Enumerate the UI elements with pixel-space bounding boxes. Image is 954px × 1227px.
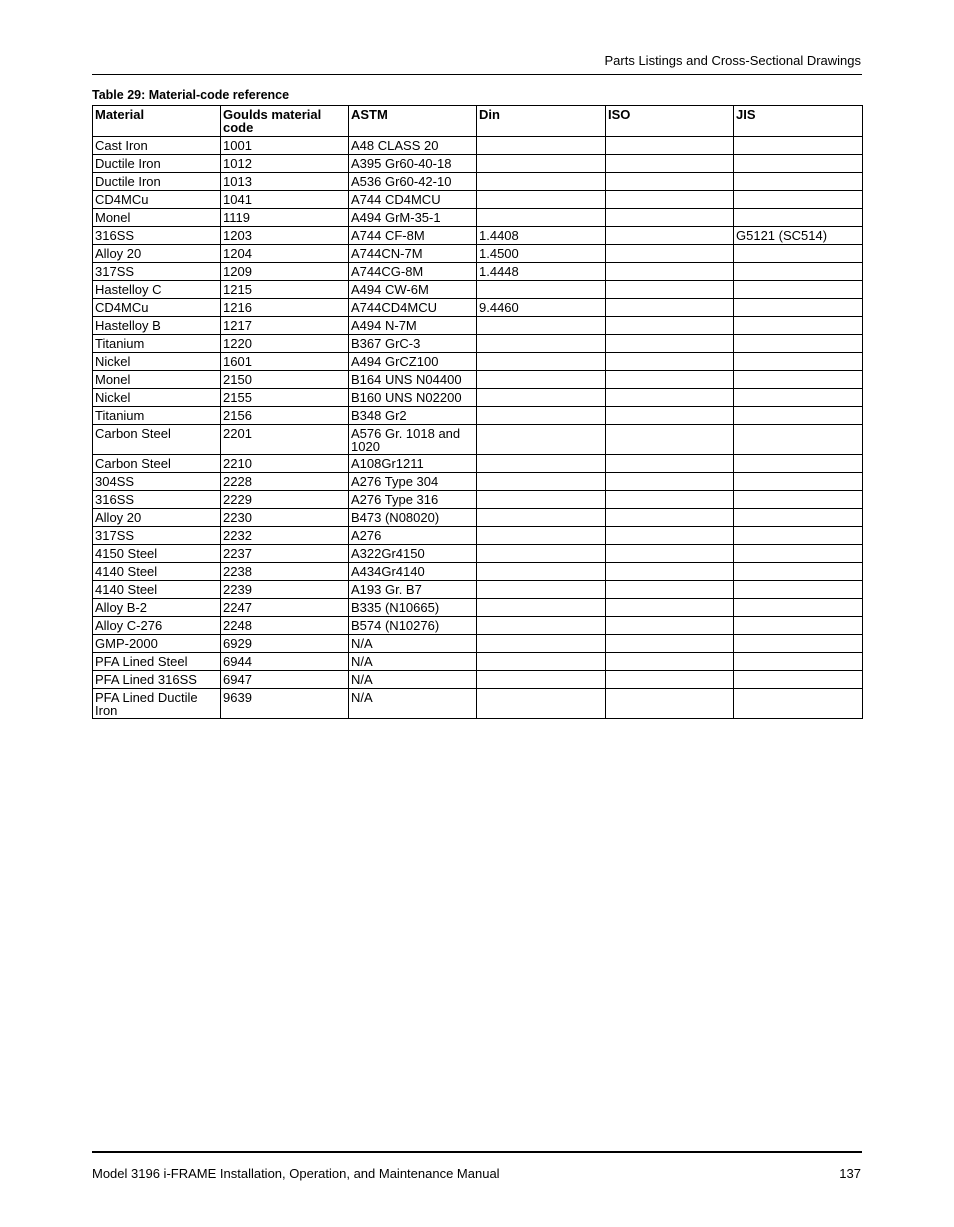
table-row [93, 425, 863, 455]
cell-goulds-code: 1601 [221, 353, 349, 371]
cell-material: Cast Iron [93, 137, 221, 155]
table-row [93, 689, 863, 719]
cell-material: 304SS [93, 473, 221, 491]
cell-astm: B348 Gr2 [349, 407, 477, 425]
table-row [93, 389, 863, 407]
cell-jis [734, 671, 863, 689]
cell-astm: B164 UNS N04400 [349, 371, 477, 389]
cell-din [477, 509, 606, 527]
cell-jis [734, 353, 863, 371]
cell-jis [734, 263, 863, 281]
cell-iso [606, 335, 734, 353]
cell-iso [606, 191, 734, 209]
cell-iso [606, 155, 734, 173]
cell-iso [606, 617, 734, 635]
table-row [93, 173, 863, 191]
cell-jis: G5121 (SC514) [734, 227, 863, 245]
cell-goulds-code: 2248 [221, 617, 349, 635]
table-body [93, 137, 863, 719]
cell-astm: A108Gr1211 [349, 455, 477, 473]
cell-goulds-code: 1215 [221, 281, 349, 299]
cell-jis [734, 425, 863, 455]
cell-jis [734, 407, 863, 425]
cell-din [477, 353, 606, 371]
cell-iso [606, 473, 734, 491]
cell-material: Ductile Iron [93, 173, 221, 191]
cell-din [477, 545, 606, 563]
table-row [93, 209, 863, 227]
cell-jis [734, 563, 863, 581]
cell-material: Carbon Steel [93, 455, 221, 473]
table-header-row [93, 106, 863, 137]
table-caption: Table 29: Material-code reference [92, 88, 290, 102]
cell-jis [734, 317, 863, 335]
cell-astm: A395 Gr60-40-18 [349, 155, 477, 173]
cell-goulds-code: 2230 [221, 509, 349, 527]
table-row [93, 335, 863, 353]
cell-goulds-code: 1013 [221, 173, 349, 191]
table-row [93, 545, 863, 563]
cell-din: 1.4500 [477, 245, 606, 263]
cell-iso [606, 689, 734, 719]
cell-astm: A744CD4MCU [349, 299, 477, 317]
cell-jis [734, 617, 863, 635]
cell-iso [606, 389, 734, 407]
cell-iso [606, 299, 734, 317]
cell-iso [606, 545, 734, 563]
cell-din [477, 527, 606, 545]
cell-goulds-code: 2237 [221, 545, 349, 563]
table-row [93, 527, 863, 545]
cell-goulds-code: 1119 [221, 209, 349, 227]
cell-astm: A494 CW-6M [349, 281, 477, 299]
cell-astm: A494 N-7M [349, 317, 477, 335]
table-row [93, 473, 863, 491]
table-row [93, 407, 863, 425]
table-row [93, 509, 863, 527]
cell-iso [606, 209, 734, 227]
column-header-jis: JIS [734, 106, 863, 137]
cell-iso [606, 653, 734, 671]
cell-material: Titanium [93, 335, 221, 353]
cell-astm: A322Gr4150 [349, 545, 477, 563]
cell-astm: A276 Type 316 [349, 491, 477, 509]
cell-jis [734, 389, 863, 407]
running-header: Parts Listings and Cross-Sectional Drawings [604, 53, 861, 68]
table-row [93, 281, 863, 299]
cell-astm: N/A [349, 635, 477, 653]
cell-din [477, 137, 606, 155]
column-header-iso: ISO [606, 106, 734, 137]
cell-goulds-code: 2247 [221, 599, 349, 617]
cell-din [477, 617, 606, 635]
table-row [93, 671, 863, 689]
cell-astm: A744 CF-8M [349, 227, 477, 245]
cell-material: Alloy B-2 [93, 599, 221, 617]
table-row [93, 353, 863, 371]
cell-material: Hastelloy B [93, 317, 221, 335]
table-row [93, 299, 863, 317]
cell-goulds-code: 6929 [221, 635, 349, 653]
cell-goulds-code: 6944 [221, 653, 349, 671]
column-header-goulds-code: Goulds material code [221, 106, 349, 137]
cell-iso [606, 407, 734, 425]
cell-din [477, 371, 606, 389]
cell-material: Hastelloy C [93, 281, 221, 299]
cell-iso [606, 599, 734, 617]
cell-astm: A193 Gr. B7 [349, 581, 477, 599]
table-row [93, 455, 863, 473]
cell-goulds-code: 1220 [221, 335, 349, 353]
cell-din [477, 335, 606, 353]
table-row [93, 245, 863, 263]
cell-goulds-code: 2201 [221, 425, 349, 455]
cell-din [477, 653, 606, 671]
cell-iso [606, 581, 734, 599]
cell-din [477, 281, 606, 299]
cell-material: Titanium [93, 407, 221, 425]
cell-din [477, 689, 606, 719]
cell-astm: N/A [349, 653, 477, 671]
cell-jis [734, 689, 863, 719]
cell-jis [734, 299, 863, 317]
cell-material: 316SS [93, 491, 221, 509]
cell-material: Monel [93, 371, 221, 389]
cell-din [477, 191, 606, 209]
cell-din [477, 425, 606, 455]
cell-material: Alloy 20 [93, 509, 221, 527]
cell-goulds-code: 2210 [221, 455, 349, 473]
cell-jis [734, 281, 863, 299]
cell-material: Alloy 20 [93, 245, 221, 263]
cell-goulds-code: 6947 [221, 671, 349, 689]
cell-iso [606, 671, 734, 689]
cell-din [477, 209, 606, 227]
cell-material: GMP-2000 [93, 635, 221, 653]
cell-jis [734, 137, 863, 155]
cell-goulds-code: 1209 [221, 263, 349, 281]
column-header-din: Din [477, 106, 606, 137]
cell-jis [734, 599, 863, 617]
cell-din [477, 317, 606, 335]
cell-iso [606, 245, 734, 263]
cell-astm: B367 GrC-3 [349, 335, 477, 353]
cell-astm: A276 [349, 527, 477, 545]
cell-din: 9.4460 [477, 299, 606, 317]
table-row [93, 653, 863, 671]
cell-din [477, 155, 606, 173]
cell-din: 1.4408 [477, 227, 606, 245]
cell-material: Nickel [93, 389, 221, 407]
cell-astm: A276 Type 304 [349, 473, 477, 491]
cell-goulds-code: 2228 [221, 473, 349, 491]
cell-goulds-code: 2239 [221, 581, 349, 599]
cell-din [477, 389, 606, 407]
cell-jis [734, 335, 863, 353]
page-number: 137 [839, 1166, 861, 1181]
header-divider [92, 74, 862, 75]
cell-iso [606, 173, 734, 191]
cell-material: Nickel [93, 353, 221, 371]
cell-material: PFA Lined 316SS [93, 671, 221, 689]
table-row [93, 137, 863, 155]
cell-material: Carbon Steel [93, 425, 221, 455]
cell-goulds-code: 1216 [221, 299, 349, 317]
cell-astm: A434Gr4140 [349, 563, 477, 581]
cell-jis [734, 527, 863, 545]
cell-jis [734, 545, 863, 563]
table-row [93, 563, 863, 581]
cell-material: PFA Lined Steel [93, 653, 221, 671]
cell-jis [734, 509, 863, 527]
cell-material: 317SS [93, 263, 221, 281]
cell-astm: A494 GrM-35-1 [349, 209, 477, 227]
cell-din: 1.4448 [477, 263, 606, 281]
table-row [93, 227, 863, 245]
table-row [93, 317, 863, 335]
cell-goulds-code: 1203 [221, 227, 349, 245]
cell-iso [606, 137, 734, 155]
cell-material: Alloy C-276 [93, 617, 221, 635]
cell-material: 4150 Steel [93, 545, 221, 563]
cell-material: Ductile Iron [93, 155, 221, 173]
column-header-astm: ASTM [349, 106, 477, 137]
material-code-table [92, 105, 863, 719]
cell-goulds-code: 1041 [221, 191, 349, 209]
cell-material: 316SS [93, 227, 221, 245]
cell-din [477, 473, 606, 491]
table-row [93, 191, 863, 209]
cell-jis [734, 455, 863, 473]
footer-manual-title: Model 3196 i-FRAME Installation, Operation, and Maintenance Manual [92, 1166, 500, 1181]
table-row [93, 155, 863, 173]
cell-goulds-code: 1204 [221, 245, 349, 263]
table-row [93, 635, 863, 653]
cell-astm: A744 CD4MCU [349, 191, 477, 209]
cell-jis [734, 653, 863, 671]
cell-din [477, 599, 606, 617]
cell-jis [734, 245, 863, 263]
table-row [93, 371, 863, 389]
cell-iso [606, 509, 734, 527]
cell-iso [606, 491, 734, 509]
cell-din [477, 173, 606, 191]
cell-iso [606, 455, 734, 473]
cell-material: CD4MCu [93, 299, 221, 317]
cell-astm: A576 Gr. 1018 and 1020 [349, 425, 477, 455]
cell-goulds-code: 1001 [221, 137, 349, 155]
cell-goulds-code: 2229 [221, 491, 349, 509]
cell-material: 4140 Steel [93, 581, 221, 599]
cell-jis [734, 581, 863, 599]
cell-iso [606, 281, 734, 299]
cell-goulds-code: 2238 [221, 563, 349, 581]
table-row [93, 263, 863, 281]
cell-jis [734, 155, 863, 173]
cell-jis [734, 635, 863, 653]
cell-iso [606, 317, 734, 335]
cell-material: 317SS [93, 527, 221, 545]
table-row [93, 617, 863, 635]
cell-din [477, 635, 606, 653]
cell-iso [606, 353, 734, 371]
cell-jis [734, 491, 863, 509]
cell-material: Monel [93, 209, 221, 227]
cell-jis [734, 473, 863, 491]
column-header-material: Material [93, 106, 221, 137]
cell-goulds-code: 2232 [221, 527, 349, 545]
footer-divider [92, 1151, 862, 1153]
cell-din [477, 563, 606, 581]
cell-astm: B574 (N10276) [349, 617, 477, 635]
cell-astm: B335 (N10665) [349, 599, 477, 617]
cell-astm: A494 GrCZ100 [349, 353, 477, 371]
table-row [93, 581, 863, 599]
cell-din [477, 671, 606, 689]
cell-material: CD4MCu [93, 191, 221, 209]
cell-astm: A48 CLASS 20 [349, 137, 477, 155]
cell-din [477, 455, 606, 473]
cell-din [477, 491, 606, 509]
cell-goulds-code: 9639 [221, 689, 349, 719]
cell-goulds-code: 1217 [221, 317, 349, 335]
cell-astm: N/A [349, 689, 477, 719]
cell-din [477, 407, 606, 425]
cell-iso [606, 371, 734, 389]
cell-jis [734, 191, 863, 209]
cell-iso [606, 227, 734, 245]
cell-material: PFA Lined Ductile Iron [93, 689, 221, 719]
cell-goulds-code: 1012 [221, 155, 349, 173]
cell-astm: B473 (N08020) [349, 509, 477, 527]
cell-astm: N/A [349, 671, 477, 689]
cell-jis [734, 371, 863, 389]
cell-astm: B160 UNS N02200 [349, 389, 477, 407]
cell-goulds-code: 2155 [221, 389, 349, 407]
cell-iso [606, 563, 734, 581]
cell-jis [734, 173, 863, 191]
cell-jis [734, 209, 863, 227]
cell-iso [606, 263, 734, 281]
cell-din [477, 581, 606, 599]
cell-material: 4140 Steel [93, 563, 221, 581]
cell-astm: A744CG-8M [349, 263, 477, 281]
cell-iso [606, 635, 734, 653]
cell-goulds-code: 2150 [221, 371, 349, 389]
cell-iso [606, 527, 734, 545]
cell-goulds-code: 2156 [221, 407, 349, 425]
cell-astm: A744CN-7M [349, 245, 477, 263]
table-row [93, 491, 863, 509]
cell-iso [606, 425, 734, 455]
table-row [93, 599, 863, 617]
cell-astm: A536 Gr60-42-10 [349, 173, 477, 191]
